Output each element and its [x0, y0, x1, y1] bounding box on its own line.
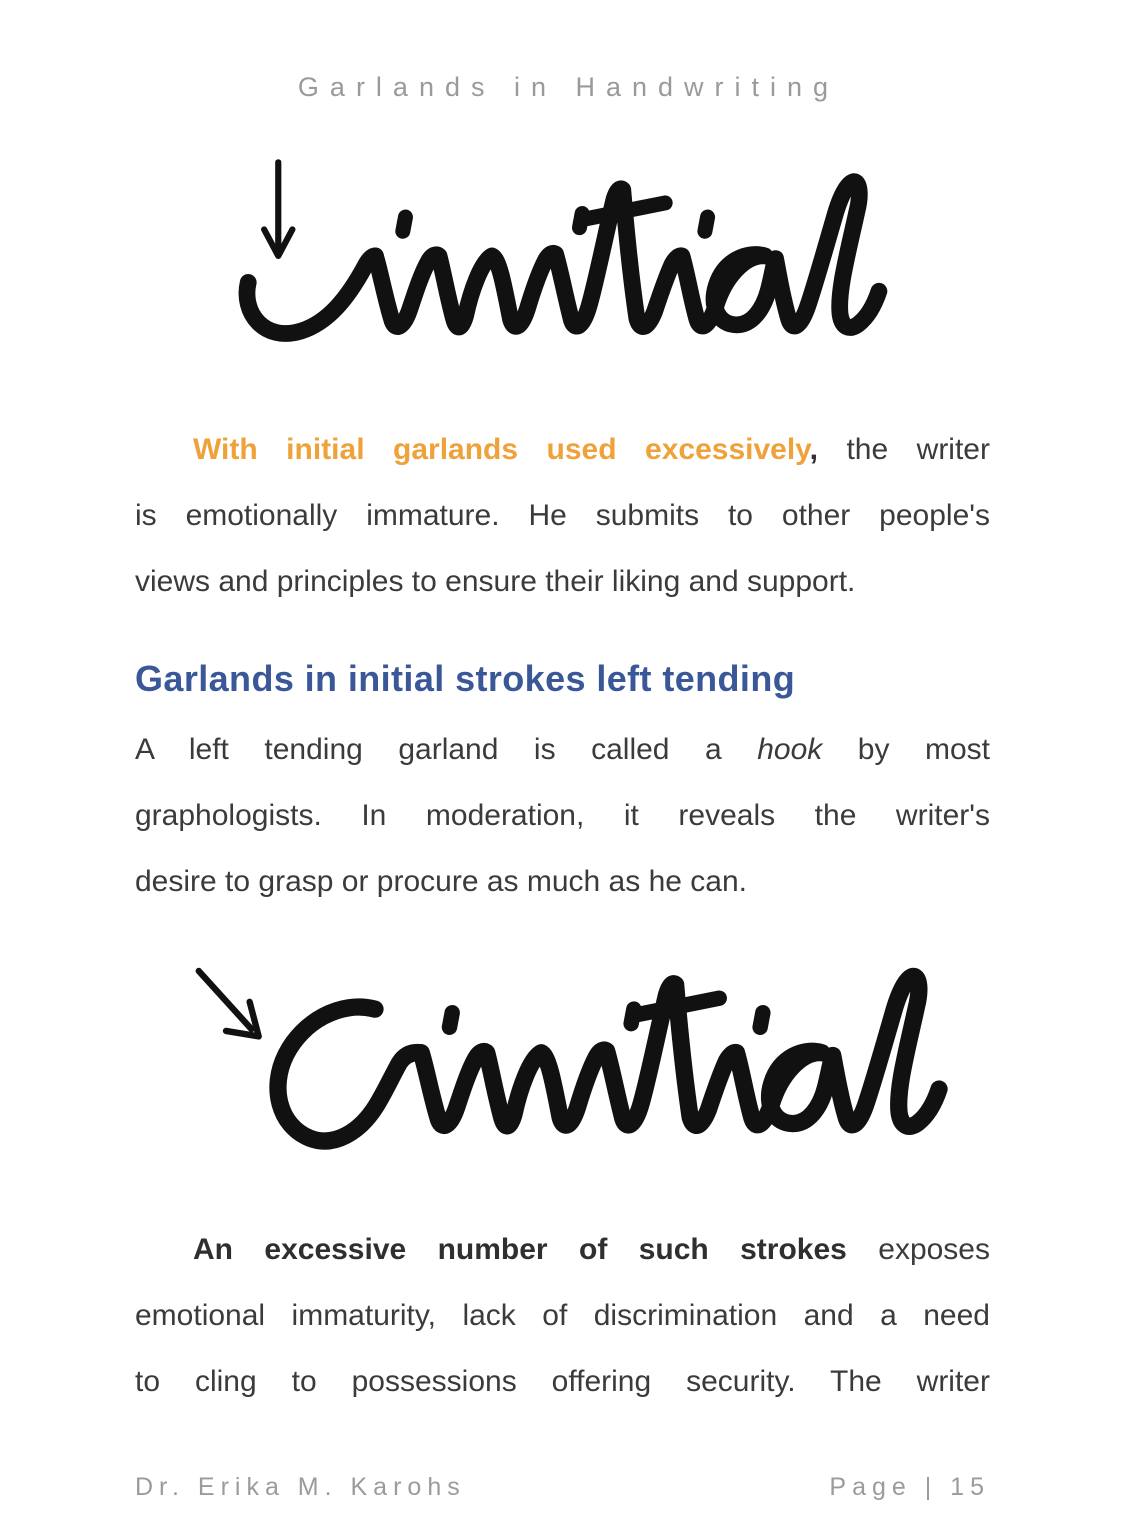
down-right-arrow-icon: [199, 971, 259, 1036]
down-arrow-icon: [264, 162, 292, 256]
text-line: emotional immaturity, lack of discrimination and a need: [135, 1299, 990, 1332]
text-line: graphologists. In moderation, it reveals the writer's: [135, 799, 990, 832]
paragraph-excessive-strokes: [135, 1217, 990, 1415]
footer-author: Dr. Erika M. Karohs: [135, 1473, 466, 1501]
page-content: [135, 157, 990, 1415]
text-line: desire to grasp or procure as much as he can.: [135, 865, 747, 898]
text-line: An excessive number of such strokes exposes: [193, 1233, 990, 1266]
text-line: views and principles to ensure their liking and support.: [135, 565, 856, 598]
text-line: is emotionally immature. He submits to other people's: [135, 499, 990, 532]
cursive-initial-figure: [223, 157, 913, 369]
handwritten-word-initial: [247, 182, 879, 334]
paragraph-left-tending-garland: [135, 717, 990, 915]
section-heading-left-tending: Garlands in initial strokes left tending: [135, 658, 796, 699]
footer-page-number: Page | 15: [829, 1473, 990, 1501]
paragraph-initial-garlands-excessive: [135, 417, 990, 615]
text-line: A left tending garland is called a hook by most: [135, 733, 991, 766]
cursive-cinitial-figure: [173, 951, 973, 1169]
text-line: to cling to possessions offering security. The writer: [135, 1365, 990, 1398]
handwritten-word-cinitial: [278, 976, 939, 1141]
text-line: With initial garlands used excessively, the writer: [193, 433, 990, 466]
page-header-title: Garlands in Handwriting: [297, 72, 840, 102]
page-footer: [135, 1473, 990, 1502]
